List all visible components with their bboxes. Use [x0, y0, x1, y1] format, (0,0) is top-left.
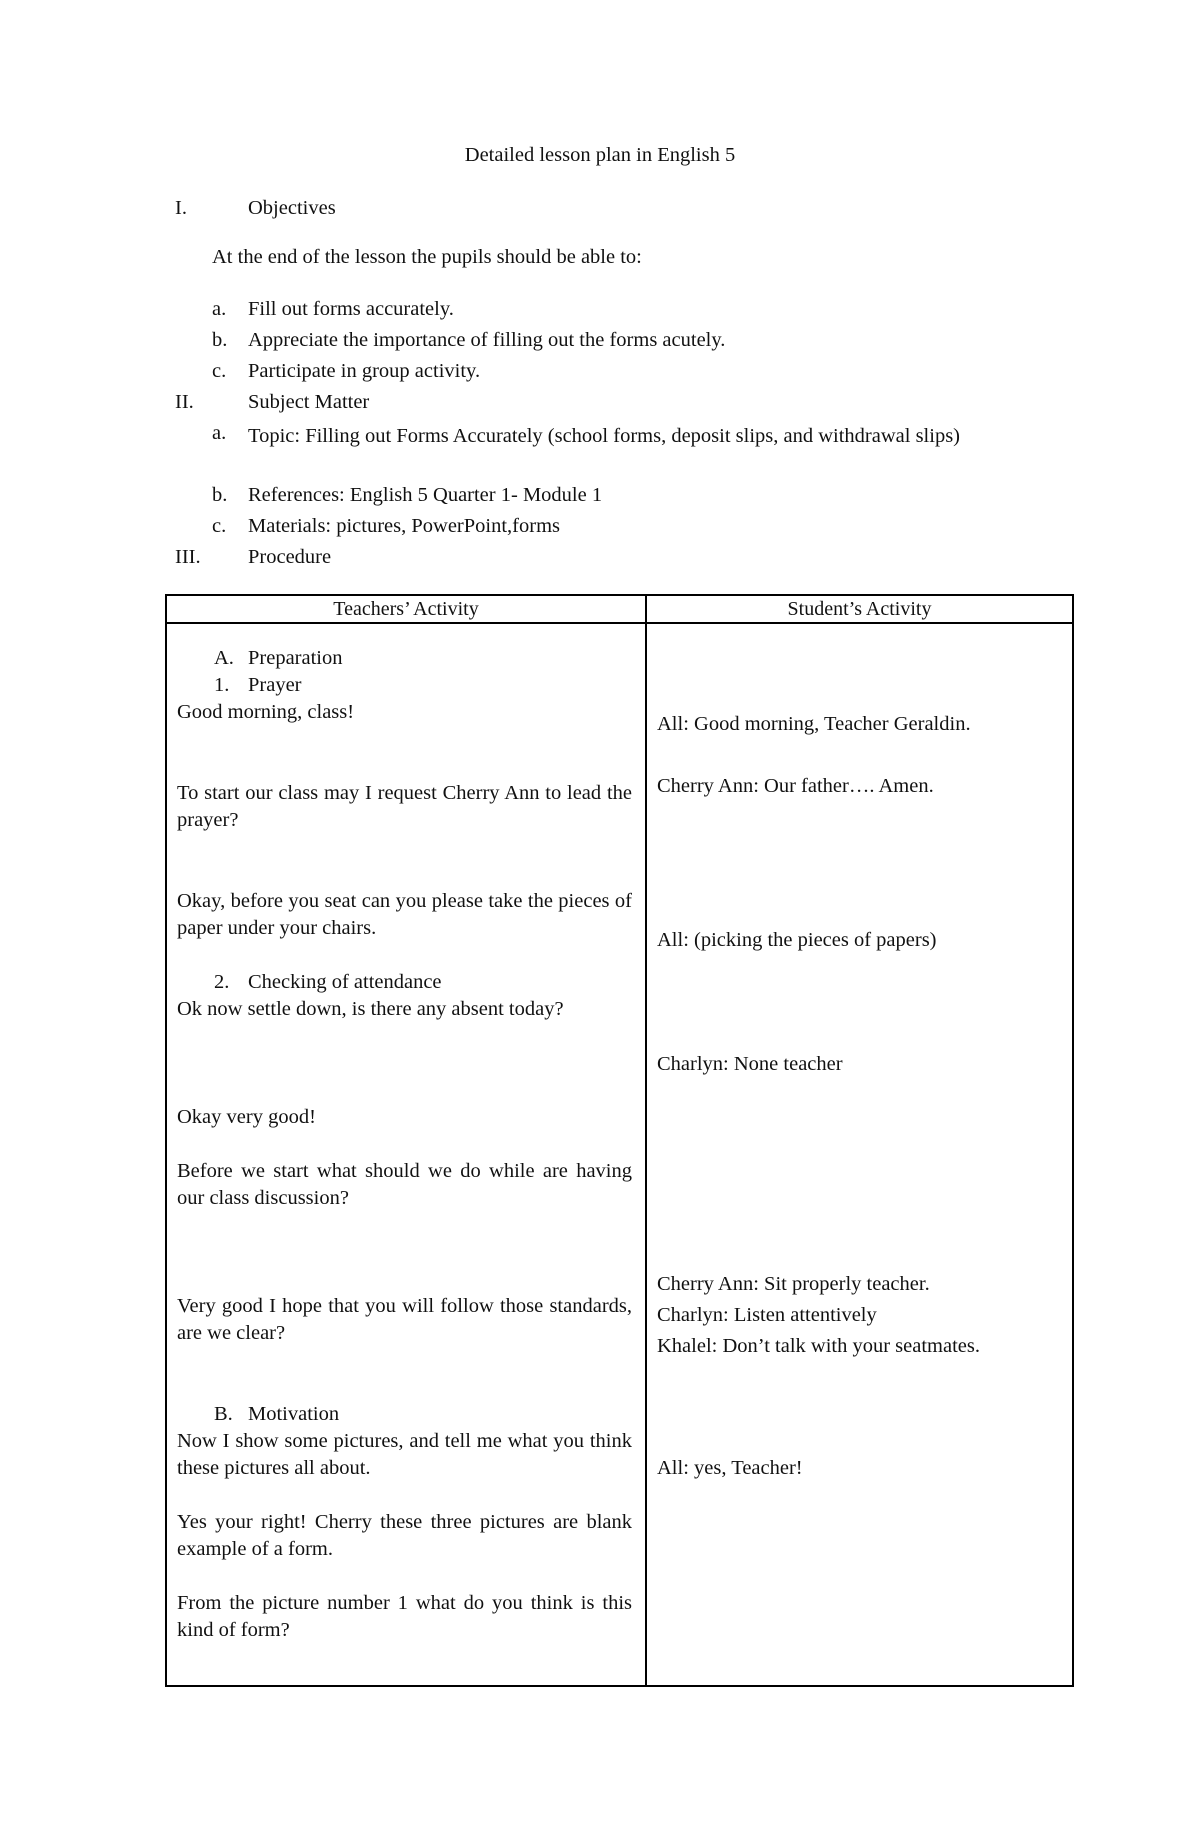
section-number-objectives: I. [175, 197, 187, 219]
subject-letter: a. [212, 422, 227, 444]
teacher-line: Okay, before you seat can you please take the pieces of paper under your chairs. [177, 890, 632, 939]
attendance-number: 2. [214, 971, 230, 993]
preparation-letter: A. [214, 647, 234, 669]
section-heading-procedure: Procedure [248, 546, 332, 568]
student-line: Khalel: Don’t talk with your seatmates. [657, 1335, 980, 1357]
teacher-line: Yes your right! Cherry these three pictures are blank example of a form. [177, 1511, 632, 1560]
objective-item: Appreciate the importance of filling out the forms acutely. [248, 329, 726, 351]
teacher-line: From the picture number 1 what do you think is this kind of form? [177, 1592, 632, 1641]
student-line: Cherry Ann: Our father…. Amen. [657, 775, 934, 797]
student-line: All: yes, Teacher! [657, 1457, 803, 1479]
objective-item: Fill out forms accurately. [248, 298, 454, 320]
prayer-heading: Prayer [248, 674, 302, 696]
student-line: Charlyn: Listen attentively [657, 1304, 877, 1326]
objective-letter: a. [212, 298, 227, 320]
teacher-line: Good morning, class! [177, 701, 355, 723]
prayer-number: 1. [214, 674, 230, 696]
teacher-line: Ok now settle down, is there any absent today? [177, 998, 564, 1020]
subject-item: References: English 5 Quarter 1- Module 1 [248, 484, 603, 506]
attendance-heading: Checking of attendance [248, 971, 442, 993]
teacher-line: Very good I hope that you will follow those standards, are we clear? [177, 1295, 632, 1344]
objective-letter: b. [212, 329, 228, 351]
table-body-row [166, 623, 1073, 1686]
teacher-line: Before we start what should we do while are having our class discussion? [177, 1160, 632, 1209]
motivation-letter: B. [214, 1403, 233, 1425]
objective-letter: c. [212, 360, 227, 382]
student-activity-cell [646, 623, 1073, 1686]
column-header-student: Student’s Activity [646, 595, 1073, 623]
objective-item: Participate in group activity. [248, 360, 481, 382]
procedure-table [165, 594, 1074, 1687]
objectives-intro: At the end of the lesson the pupils should be able to: [212, 246, 642, 268]
teacher-line: To start our class may I request Cherry Ann to lead the prayer? [177, 782, 632, 831]
section-heading-subject: Subject Matter [248, 391, 370, 413]
teacher-line: Okay very good! [177, 1106, 316, 1128]
student-line: Charlyn: None teacher [657, 1053, 843, 1075]
student-line: All: Good morning, Teacher Geraldin. [657, 713, 971, 735]
section-number-subject: II. [175, 391, 194, 413]
table-header-row [166, 595, 1073, 623]
subject-letter: c. [212, 515, 227, 537]
teacher-activity-cell [166, 623, 646, 1686]
section-number-procedure: III. [175, 546, 201, 568]
motivation-heading: Motivation [248, 1403, 340, 1425]
preparation-heading: Preparation [248, 647, 343, 669]
column-header-teacher: Teachers’ Activity [166, 595, 646, 623]
student-line: Cherry Ann: Sit properly teacher. [657, 1273, 930, 1295]
section-heading-objectives: Objectives [248, 197, 336, 219]
subject-letter: b. [212, 484, 228, 506]
student-line: All: (picking the pieces of papers) [657, 929, 937, 951]
page-title: Detailed lesson plan in English 5 [464, 144, 736, 166]
teacher-line: Now I show some pictures, and tell me what you think these pictures all about. [177, 1430, 632, 1479]
subject-item: Materials: pictures, PowerPoint,forms [248, 515, 561, 537]
subject-item: Topic: Filling out Forms Accurately (school forms, deposit slips, and withdrawal slips) [248, 425, 961, 447]
